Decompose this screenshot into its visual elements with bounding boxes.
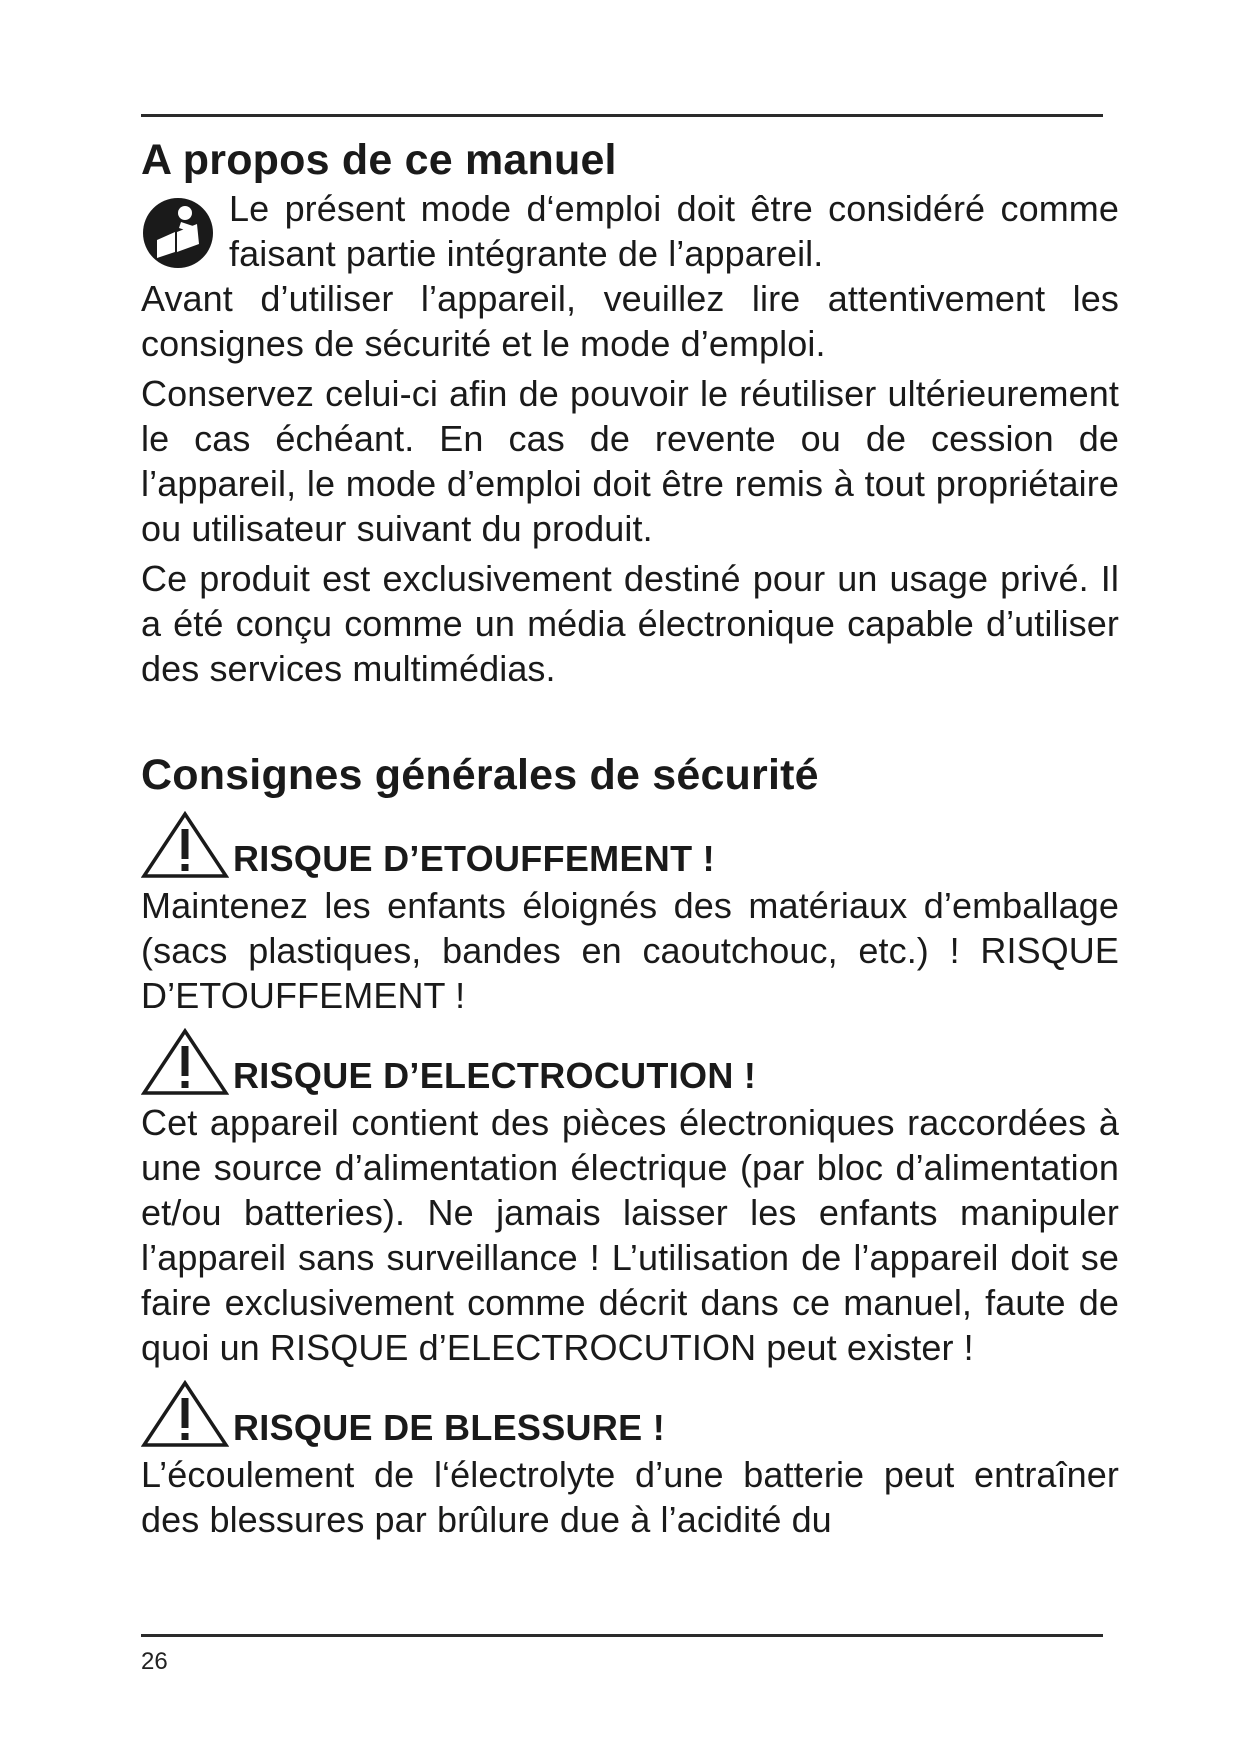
warning-title: RISQUE D’ELECTROCUTION ! bbox=[233, 1055, 757, 1096]
about-paragraph-1: Avant d’utiliser l’appareil, veuillez lire attentivement les consignes de sécurité et le mode d’emploi. bbox=[141, 278, 1119, 364]
warning-electrocution bbox=[141, 1028, 1119, 1370]
warning-title: RISQUE DE BLESSURE ! bbox=[233, 1407, 666, 1448]
about-paragraph-3: Ce produit est exclusivement destiné pour un usage privé. Il a été conçu comme un média électronique capable d’utiliser des services multimédias. bbox=[141, 558, 1119, 689]
safety-title: Consignes générales de sécurité bbox=[141, 751, 819, 799]
warning-header bbox=[141, 1028, 1119, 1096]
warning-text: Maintenez les enfants éloignés des matériaux d’emballage (sacs plastiques, bandes en caoutchouc, etc.) ! RISQUE D’ETOUFFEMENT ! bbox=[141, 885, 1119, 1016]
section-spacer bbox=[141, 691, 1119, 749]
warning-triangle-icon bbox=[141, 811, 229, 879]
warning-header bbox=[141, 811, 1119, 879]
warning-text: Cet appareil contient des pièces électroniques raccordées à une source d’alimentation électrique (par bloc d’alimentation et/ou batteries). Ne jamais laisser les enfants manipuler l’appareil sans surveillance ! L’utilisation de l’appareil doit se faire exclusivement comme décrit dans ce manuel, faute de quoi un RISQUE d’ELECTROCUTION peut exister ! bbox=[141, 1102, 1119, 1368]
warning-injury bbox=[141, 1380, 1119, 1542]
bottom-rule bbox=[141, 1634, 1103, 1637]
about-paragraph-2: Conservez celui-ci afin de pouvoir le réutiliser ultérieurement le cas échéant. En cas de revente ou de cession de l’appareil, le mode d’emploi doit être remis à tout propriétaire ou utilisateur suivant du produit. bbox=[141, 373, 1119, 549]
page-content bbox=[141, 134, 1119, 1542]
manual-note bbox=[141, 186, 1119, 276]
warning-text: L’écoulement de l‘électrolyte d’une batterie peut entraîner des blessures par brûlure due à l’acidité du bbox=[141, 1454, 1119, 1540]
about-manual-title: A propos de ce manuel bbox=[141, 136, 617, 184]
read-manual-icon bbox=[141, 196, 215, 270]
warning-header bbox=[141, 1380, 1119, 1448]
top-rule bbox=[141, 114, 1103, 117]
warning-suffocation bbox=[141, 811, 1119, 1018]
warning-title: RISQUE D’ETOUFFEMENT ! bbox=[233, 838, 715, 879]
warning-triangle-icon bbox=[141, 1028, 229, 1096]
page-number: 26 bbox=[141, 1648, 168, 1675]
manual-intro-text: Le présent mode d‘emploi doit être considéré comme faisant partie intégrante de l’appareil. bbox=[229, 188, 1119, 274]
warning-triangle-icon bbox=[141, 1380, 229, 1448]
